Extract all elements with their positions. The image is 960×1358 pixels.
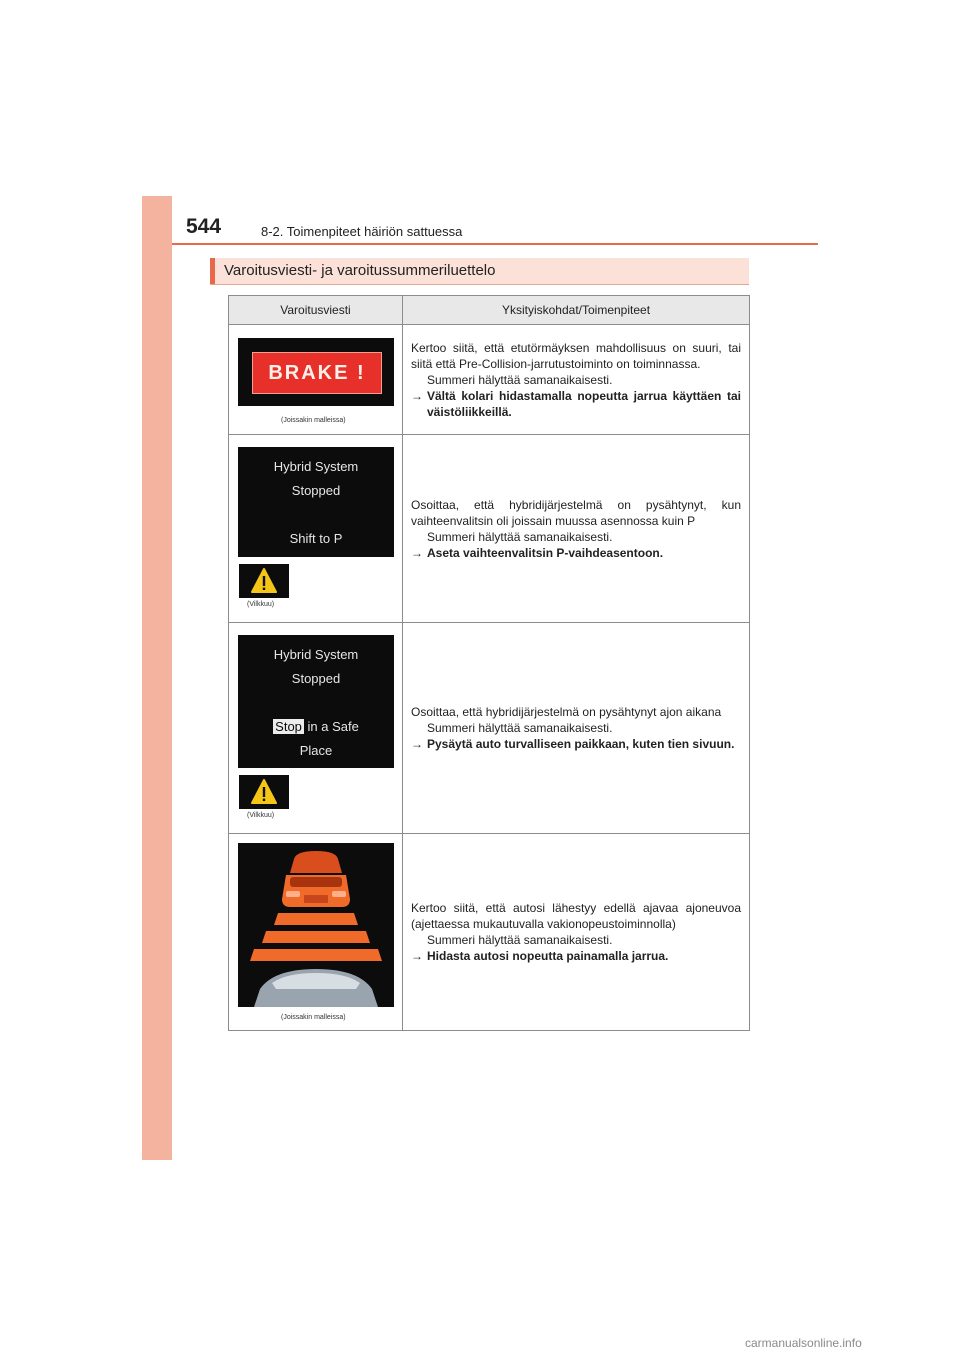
message-cell <box>229 325 403 435</box>
screen-line: Hybrid System <box>273 647 359 662</box>
warning-triangle-icon <box>239 775 289 809</box>
action-text: Aseta vaihteenvalitsin P-vaihdeasentoon. <box>427 545 664 560</box>
table-row <box>229 623 750 834</box>
action-instruction <box>411 736 741 752</box>
distance-bar <box>250 949 382 961</box>
image-caption: (Joissakin malleissa) <box>281 1014 346 1021</box>
description-text: Osoittaa, että hybridijärjestelmä on pysähtynyt, kun vaihteenvalitsin oli joissain muussa asennossa kuin P <box>411 497 741 528</box>
description-text: Osoittaa, että hybridijärjestelmä on pysähtynyt ajon aikana <box>411 705 722 719</box>
approach-warning-graphic <box>238 843 394 1007</box>
screen-line: Stopped <box>291 483 341 498</box>
page-number: 544 <box>186 215 222 238</box>
image-caption: (Vilkkuu) <box>247 812 275 819</box>
details-cell <box>403 325 750 435</box>
warning-triangle-icon <box>239 564 289 598</box>
brake-warning-box <box>252 352 382 394</box>
details-cell <box>403 435 750 623</box>
hybrid-stopped-display <box>238 447 394 557</box>
preceding-car-icon <box>282 851 350 907</box>
arrow-icon: → <box>411 949 423 963</box>
brake-warning-text: BRAKE ! <box>268 362 366 384</box>
screen-line: Hybrid System <box>273 459 359 474</box>
warning-light <box>239 775 289 809</box>
warning-light <box>239 564 289 598</box>
section-banner <box>210 258 749 285</box>
distance-bar <box>262 931 370 943</box>
action-text: Hidasta autosi nopeutta painamalla jarrua. <box>427 949 669 963</box>
action-instruction <box>411 388 741 420</box>
description-text: Kertoo siitä, että autosi lähestyy edellä ajavaa ajoneuvoa (ajettaessa mukautuvalla vakionopeustoiminnolla) <box>411 901 741 931</box>
header-rule <box>172 243 818 245</box>
action-instruction <box>411 545 741 561</box>
banner-underline <box>210 284 749 285</box>
description-text: Kertoo siitä, että etutörmäyksen mahdollisuus on suuri, tai siitä että Pre-Collision-jarrutustoiminto on toiminnassa. <box>411 340 741 371</box>
screen-line: Place <box>299 743 333 758</box>
table-header-row <box>229 296 750 325</box>
buzzer-note: Summeri hälyttää samanaikaisesti. <box>427 529 613 544</box>
own-car-icon <box>254 969 378 1007</box>
action-text: Vältä kolari hidastamalla nopeutta jarrua käyttäen tai väistöliikkeillä. <box>427 388 741 419</box>
column-header-message: Varoitusviesti <box>229 296 403 325</box>
details-cell <box>403 623 750 834</box>
brake-warning-display <box>238 338 394 406</box>
stop-highlight: Stop <box>275 719 302 734</box>
action-instruction <box>411 948 741 964</box>
table-row <box>229 325 750 435</box>
table-row <box>229 834 750 1031</box>
table-row <box>229 435 750 623</box>
banner-accent <box>210 258 215 285</box>
footer-watermark: carmanualsonline.info <box>745 1336 862 1350</box>
screen-line <box>238 719 394 734</box>
buzzer-note: Summeri hälyttää samanaikaisesti. <box>427 372 613 387</box>
buzzer-note: Summeri hälyttää samanaikaisesti. <box>427 721 613 735</box>
distance-bar <box>274 913 358 925</box>
image-caption: (Vilkkuu) <box>247 601 275 608</box>
screen-line: Stopped <box>291 671 341 686</box>
buzzer-note: Summeri hälyttää samanaikaisesti. <box>427 933 613 947</box>
message-cell <box>229 623 403 834</box>
chapter-sidebar-tab <box>142 196 172 1160</box>
section-title: 8-2. Toimenpiteet häiriön sattuessa <box>261 224 463 239</box>
screen-line: Shift to P <box>289 531 343 546</box>
warning-table <box>228 295 750 1031</box>
arrow-icon: → <box>411 737 423 751</box>
arrow-icon: → <box>411 388 423 403</box>
details-cell <box>403 834 750 1031</box>
message-cell <box>229 834 403 1031</box>
hybrid-stopped-safe-display <box>238 635 394 768</box>
arrow-icon: → <box>411 545 423 560</box>
action-text: Pysäytä auto turvalliseen paikkaan, kuten tien sivuun. <box>427 737 735 751</box>
banner-title: Varoitusviesti- ja varoitussummeriluettelo <box>224 262 496 279</box>
image-caption: (Joissakin malleissa) <box>281 417 346 424</box>
approach-warning-display <box>238 843 394 1007</box>
column-header-details: Yksityiskohdat/Toimenpiteet <box>403 296 750 325</box>
screen-line-rest: in a Safe <box>303 719 359 734</box>
message-cell <box>229 435 403 623</box>
